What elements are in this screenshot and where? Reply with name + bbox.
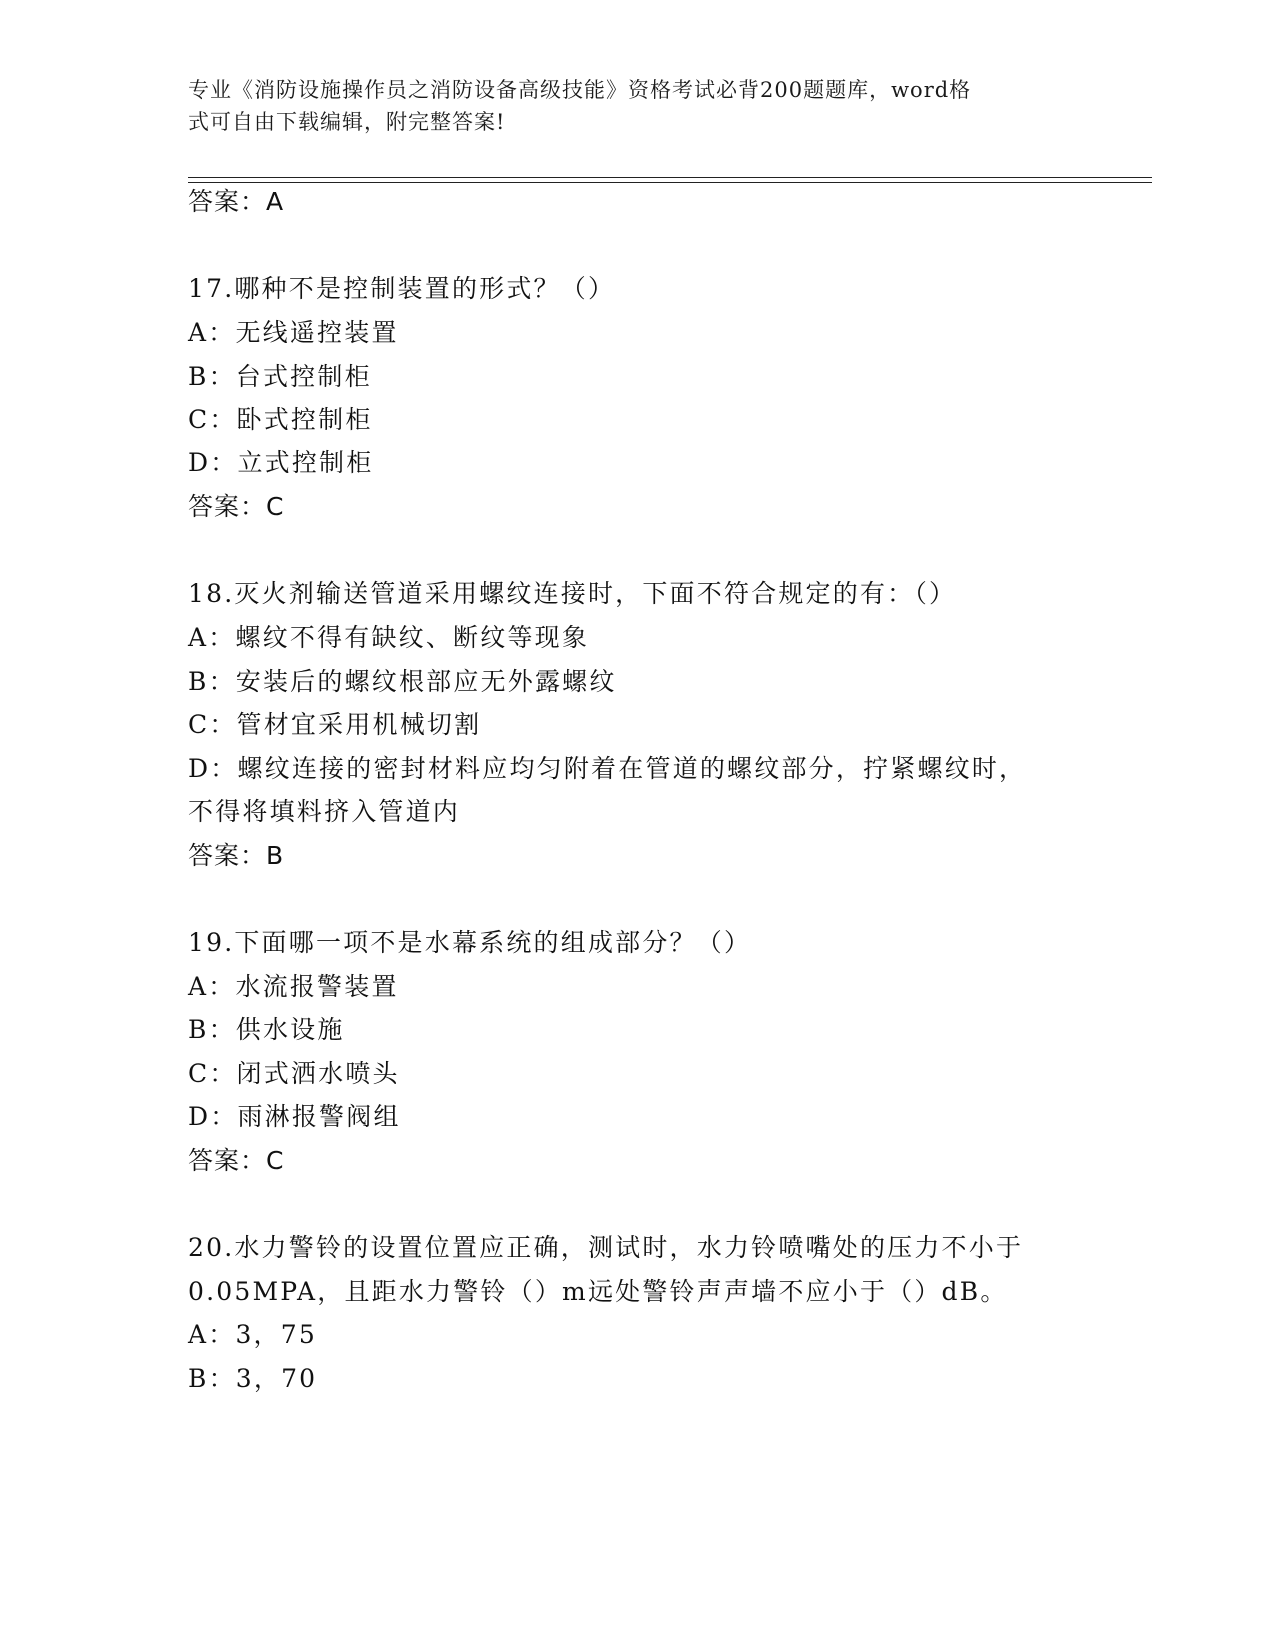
header-title-line-1: 专业《消防设施操作员之消防设备高级技能》资格考试必背200题题库，word格: [188, 78, 972, 102]
header-title-line-2: 式可自由下载编辑，附完整答案!: [188, 110, 506, 134]
q19-option-a: A：水流报警装置: [188, 972, 399, 1001]
q17-option-a: A：无线遥控装置: [188, 318, 399, 347]
answer-16: 答案：A: [188, 187, 285, 216]
document-header: [188, 74, 1068, 138]
q20-option-b: B：3，70: [188, 1364, 318, 1393]
question-20-line-2: 0.05MPA，且距水力警铃（）m远处警铃声声墙不应小于（）dB。: [188, 1277, 1008, 1306]
q17-option-d: D：立式控制柜: [188, 448, 374, 477]
q17-option-b: B：台式控制柜: [188, 362, 372, 391]
question-20-line-1: 20.水力警铃的设置位置应正确，测试时，水力铃喷嘴处的压力不小于: [188, 1233, 1024, 1262]
q18-option-b: B：安装后的螺纹根部应无外露螺纹: [188, 667, 617, 696]
answer-17: 答案：C: [188, 492, 285, 521]
q18-option-a: A：螺纹不得有缺纹、断纹等现象: [188, 623, 590, 652]
question-17: 17.哪种不是控制装置的形式？（）: [188, 274, 616, 303]
q17-option-c: C：卧式控制柜: [188, 405, 373, 434]
q20-option-a: A：3，75: [188, 1320, 317, 1349]
header-divider-bottom: [188, 182, 1152, 183]
question-18: 18.灭火剂输送管道采用螺纹连接时，下面不符合规定的有：（）: [188, 579, 957, 608]
answer-18: 答案：B: [188, 841, 285, 870]
q19-option-d: D：雨淋报警阀组: [188, 1102, 401, 1131]
header-divider-top: [188, 177, 1152, 178]
answer-19: 答案：C: [188, 1146, 285, 1175]
q19-option-c: C：闭式洒水喷头: [188, 1059, 400, 1088]
q18-option-c: C：管材宜采用机械切割: [188, 710, 482, 739]
q18-option-d: D：螺纹连接的密封材料应均匀附着在管道的螺纹部分，拧紧螺纹时，: [188, 754, 1027, 783]
q19-option-b: B：供水设施: [188, 1015, 345, 1044]
q18-option-d-continued: 不得将填料挤入管道内: [188, 797, 461, 826]
question-19: 19.下面哪一项不是水幕系统的组成部分？（）: [188, 928, 752, 957]
